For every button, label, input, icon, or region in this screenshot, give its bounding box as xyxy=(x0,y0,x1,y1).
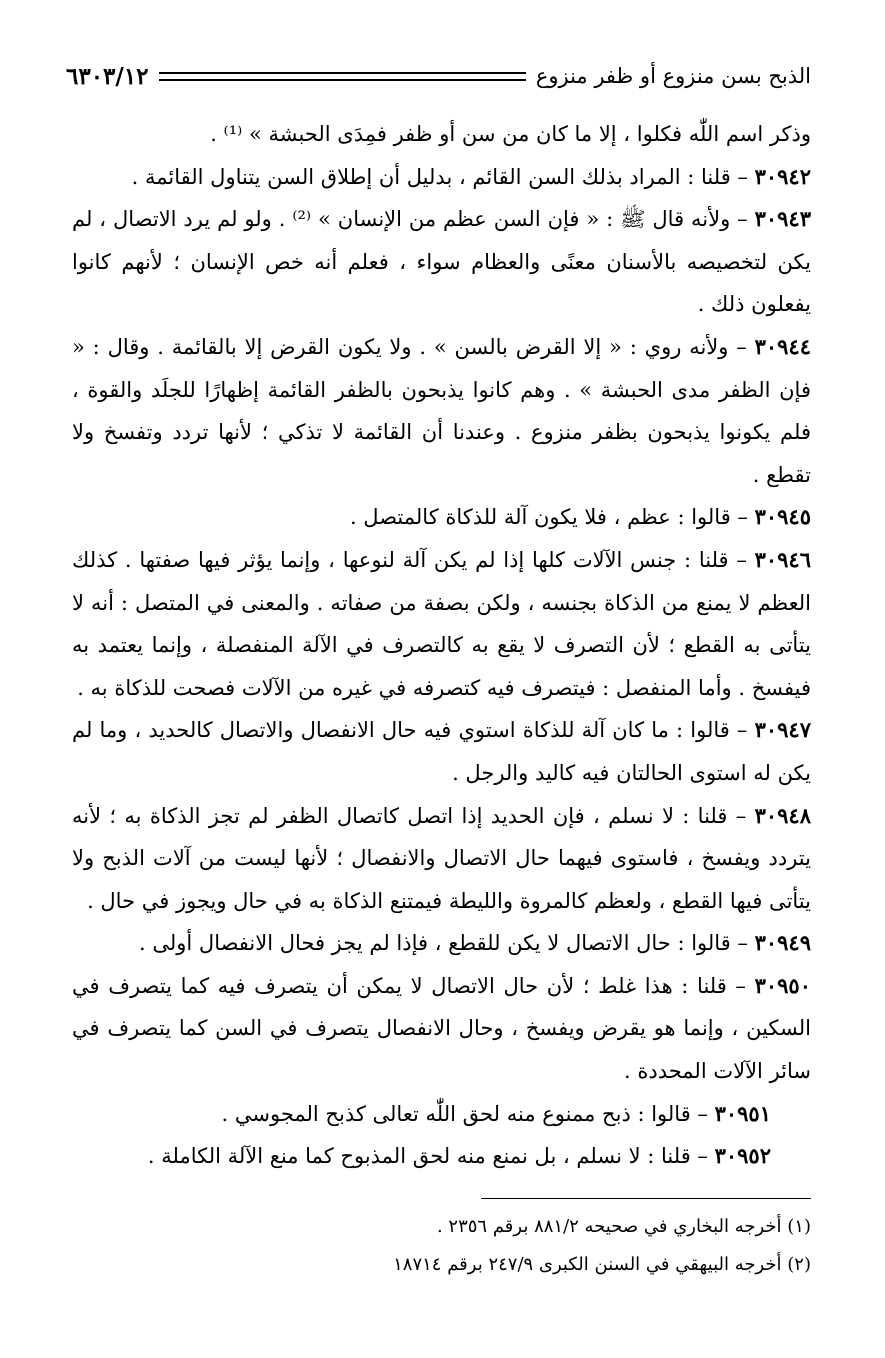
numbered-paragraph xyxy=(72,795,811,923)
numbered-paragraph xyxy=(72,1135,811,1178)
paragraph-text: – قلنا : المراد بذلك السن القائم ، بدليل أن إطلاق السن يتناول القائمة . xyxy=(131,164,755,189)
paragraph-text: – قالوا : ذبح ممنوع منه لحق اللّٰه تعالى كذبح المجوسي . xyxy=(221,1101,715,1126)
paragraph-text: – قلنا : جنس الآلات كلها إذا لم يكن آلة لنوعها ، وإنما يؤثر فيها صفتها . كذلك العظم لا يمنع من الذكاة بجنسه ، ولكن بصفة من صفاته . والمعنى في المتصل : أنه لا يتأتى به القطع ؛ لأن التصرف لا يقع به كالتصرف في الآلة المنفصلة ، وإنما يعتمد به فيفسخ . وأما المنفصل : فيتصرف فيه كتصرفه في غيره من الآلات فصحت للذكاة به . xyxy=(72,547,811,700)
paragraph-number: ٣٠٩٤٥ xyxy=(754,504,811,530)
paragraph-text: – ولأنه قال ﷺ : « فإن السن عظم من الإنسان » ⁽²⁾ . ولو لم يرد الاتصال ، لم يكن لتخصيصه بالأسنان معنًى والعظام سواء ، فعلم أنه خص الإنسان ؛ لأنهم كانوا يفعلون ذلك . xyxy=(72,207,811,317)
numbered-paragraph xyxy=(72,496,811,539)
paragraph-text: – قلنا : هذا غلط ؛ لأن حال الاتصال لا يمكن أن يتصرف فيه كما يتصرف في السكين ، وإنما هو يقرض ويفسخ ، وحال الانفصال يتصرف في السن كما يتصرف في سائر الآلات المحددة . xyxy=(72,973,811,1084)
paragraph-number: ٣٠٩٤٨ xyxy=(754,802,811,828)
header-rule xyxy=(159,72,526,81)
paragraph-number: ٣٠٩٤٣ xyxy=(754,206,811,232)
paragraph-text: وذكر اسم اللّٰه فكلوا ، إلا ما كان من سن أو ظفر فمِدَى الحبشة » ⁽¹⁾ . xyxy=(210,122,811,146)
numbered-paragraph xyxy=(72,156,811,199)
numbered-paragraph xyxy=(72,198,811,326)
continued-paragraph xyxy=(72,113,811,156)
paragraph-number: ٣٠٩٤٩ xyxy=(754,930,811,956)
paragraph-text: – قالوا : عظم ، فلا يكون آلة للذكاة كالمتصل . xyxy=(349,505,755,530)
numbered-paragraph xyxy=(72,539,811,709)
numbered-paragraph xyxy=(72,709,811,794)
paragraph-text: – قالوا : ما كان آلة للذكاة استوي فيه حال الانفصال والاتصال كالحديد ، وما لم يكن له استوى الحالتان فيه كاليد والرجل . xyxy=(72,718,811,785)
footnote: (٢) أخرجه البيهقي في السنن الكبرى ٢٤٧/٩ برقم ١٨٧١٤ xyxy=(393,1254,811,1275)
numbered-paragraph xyxy=(72,326,811,496)
numbered-paragraph xyxy=(72,922,811,965)
paragraph-number: ٣٠٩٥١ xyxy=(714,1100,771,1126)
main-text xyxy=(72,113,811,1178)
footnotes xyxy=(72,1208,811,1284)
page-number: ٦٣٠٣/١٢ xyxy=(66,62,149,90)
paragraph-text: – قلنا : لا نسلم ، بل نمنع منه لحق المذبوح كما منع الآلة الكاملة . xyxy=(147,1144,715,1169)
paragraph-text: – ولأنه روي : « إلا القرض بالسن » . ولا يكون القرض إلا بالقائمة . وقال : « فإن الظفر مدى الحبشة » . وهم كانوا يذبحون بالظفر القائمة إظهارًا للجلَد والقوة ، فلم يكونوا يذبحون بظفر منزوع . وعندنا أن القائمة لا تذكي ؛ لأنها تردد وتفسخ ولا تقطع . xyxy=(72,334,811,487)
paragraph-number: ٣٠٩٥٠ xyxy=(754,972,811,998)
numbered-paragraph xyxy=(72,965,811,1093)
footnote: (١) أخرجه البخاري في صحيحه ٨٨١/٢ برقم ٢٣٥٦ . xyxy=(436,1216,811,1237)
paragraph-number: ٣٠٩٤٤ xyxy=(754,333,811,359)
paragraph-text: – قالوا : حال الاتصال لا يكن للقطع ، فإذا لم يجز فحال الانفصال أولى . xyxy=(139,931,755,956)
page-header xyxy=(66,58,811,94)
footnote-divider xyxy=(481,1198,811,1199)
running-title: الذبح بسن منزوع أو ظفر منزوع xyxy=(535,64,811,88)
paragraph-number: ٣٠٩٤٢ xyxy=(754,163,811,189)
numbered-paragraph xyxy=(72,1093,811,1136)
paragraph-number: ٣٠٩٤٦ xyxy=(754,546,811,572)
paragraph-text: – قلنا : لا نسلم ، فإن الحديد إذا اتصل كاتصال الظفر لم تجز الذكاة به ؛ لأنه يتردد ويفسخ ، فاستوى فيهما حال الاتصال والانفصال ؛ لأنها ليست من آلات الذبح ولا يتأتى فيها القطع ، ولعظم كالمروة والليطة فيمتنع الذكاة به في حال ويجوز في حال . xyxy=(72,803,811,913)
paragraph-number: ٣٠٩٤٧ xyxy=(754,717,811,743)
paragraph-number: ٣٠٩٥٢ xyxy=(714,1143,771,1169)
